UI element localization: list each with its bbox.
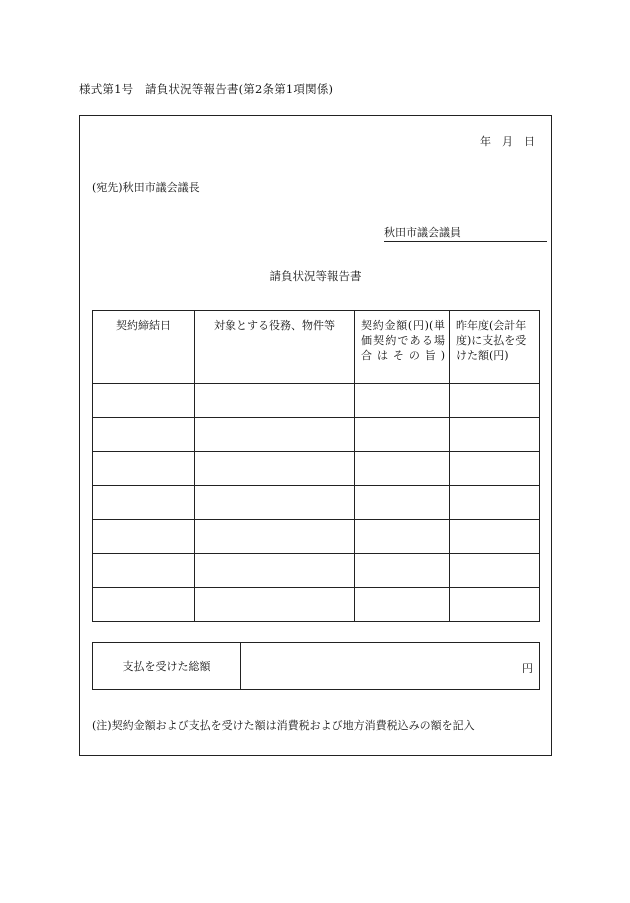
contract-amount-cell[interactable] bbox=[355, 486, 450, 520]
table-body bbox=[93, 384, 540, 622]
table-row bbox=[93, 384, 540, 418]
member-signature-line[interactable]: 秋田市議会議員 bbox=[384, 224, 547, 242]
service-item-cell[interactable] bbox=[195, 418, 355, 452]
contract-amount-cell[interactable] bbox=[355, 588, 450, 622]
paid-amount-cell[interactable] bbox=[450, 520, 540, 554]
contract-amount-cell[interactable] bbox=[355, 452, 450, 486]
table-row bbox=[93, 588, 540, 622]
date-line[interactable]: 年 月 日 bbox=[480, 135, 535, 148]
service-item-cell[interactable] bbox=[195, 486, 355, 520]
addressee: (宛先)秋田市議会議長 bbox=[92, 181, 200, 194]
table-row bbox=[93, 520, 540, 554]
total-label: 支払を受けた総額 bbox=[93, 643, 241, 689]
paid-amount-cell[interactable] bbox=[450, 486, 540, 520]
service-item-cell[interactable] bbox=[195, 520, 355, 554]
contract-date-cell[interactable] bbox=[93, 588, 195, 622]
contracts-table bbox=[92, 310, 540, 622]
contract-date-cell[interactable] bbox=[93, 418, 195, 452]
table-row bbox=[93, 486, 540, 520]
service-item-cell[interactable] bbox=[195, 588, 355, 622]
paid-amount-cell[interactable] bbox=[450, 588, 540, 622]
total-row bbox=[92, 642, 540, 690]
header-contract-date: 契約締結日 bbox=[93, 311, 195, 384]
contract-date-cell[interactable] bbox=[93, 520, 195, 554]
table-header-row bbox=[93, 311, 540, 384]
table-row bbox=[93, 418, 540, 452]
contract-amount-cell[interactable] bbox=[355, 520, 450, 554]
contract-date-cell[interactable] bbox=[93, 384, 195, 418]
contract-date-cell[interactable] bbox=[93, 452, 195, 486]
contract-amount-cell[interactable] bbox=[355, 554, 450, 588]
paid-amount-cell[interactable] bbox=[450, 452, 540, 486]
header-contract-amount: 契約金額(円)(単価契約である場合はその旨) bbox=[355, 311, 450, 384]
service-item-cell[interactable] bbox=[195, 452, 355, 486]
header-service-item: 対象とする役務、物件等 bbox=[195, 311, 355, 384]
contract-amount-cell[interactable] bbox=[355, 384, 450, 418]
contract-amount-cell[interactable] bbox=[355, 418, 450, 452]
report-form-frame bbox=[79, 115, 552, 756]
service-item-cell[interactable] bbox=[195, 384, 355, 418]
header-paid-last-year: 昨年度(会計年度)に支払を受けた額(円) bbox=[450, 311, 540, 384]
paid-amount-cell[interactable] bbox=[450, 418, 540, 452]
contract-date-cell[interactable] bbox=[93, 486, 195, 520]
report-title: 請負状況等報告書 bbox=[269, 269, 362, 283]
total-unit: 円 bbox=[522, 662, 533, 675]
paid-amount-cell[interactable] bbox=[450, 554, 540, 588]
table-row bbox=[93, 554, 540, 588]
contract-date-cell[interactable] bbox=[93, 554, 195, 588]
paid-amount-cell[interactable] bbox=[450, 384, 540, 418]
footnote: (注)契約金額および支払を受けた額は消費税および地方消費税込みの額を記入 bbox=[92, 719, 475, 732]
form-title: 様式第1号 請負状況等報告書(第2条第1項関係) bbox=[79, 82, 334, 96]
table-row bbox=[93, 452, 540, 486]
service-item-cell[interactable] bbox=[195, 554, 355, 588]
